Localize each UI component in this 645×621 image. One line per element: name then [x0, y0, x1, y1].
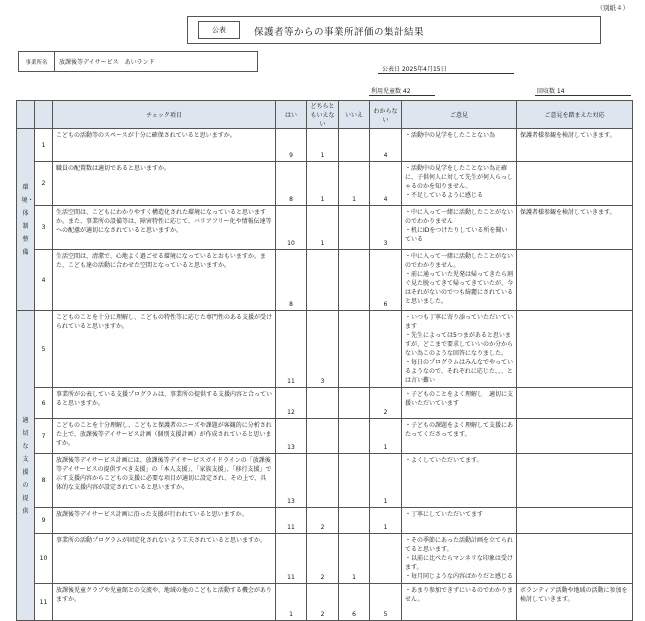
check-item-text: 放課後等デイサービス計画には、放課後等デイサービスガイドラインの「放課後等デイサービスの提供すべき支援」の「本人支援」、「家族支援」、「移行支援」で示す支援内容からこどもの支援に必要な項目が適切に設定され、その上で、具体的な支援内容が設定されていると思いますか。 [56, 457, 272, 491]
count-no: 1 [339, 534, 370, 584]
response-cell [517, 534, 633, 584]
count-no: 1 [339, 162, 370, 206]
opinion-cell [402, 454, 517, 508]
header-response: ご意見を踏まえた対応 [517, 101, 633, 129]
response-cell [517, 454, 633, 508]
opinion-text: ・毎月同じような内容ばかりだと感じる [405, 573, 514, 580]
count-no [339, 129, 370, 162]
opinion-cell [402, 162, 517, 206]
opinion-cell [402, 388, 517, 419]
count-yes: 11 [276, 534, 307, 584]
opinion-text: ・子どもの課題をよく理解して支援にあたってくださってます。 [405, 422, 514, 438]
count-yes: 10 [276, 206, 307, 250]
count-either: 2 [307, 534, 339, 584]
check-item-cell [53, 311, 276, 388]
response-cell [517, 508, 633, 534]
check-item-cell [53, 162, 276, 206]
count-yes: 9 [276, 129, 307, 162]
response-count-underline [535, 95, 631, 96]
table-body [17, 129, 633, 621]
opinion-text: ・活動中の見学をしたことない為 [405, 132, 496, 139]
category-label: 適切な支援の提供 [22, 416, 29, 515]
response-cell [517, 388, 633, 419]
row-number: 11 [35, 584, 53, 621]
row-number: 5 [35, 311, 53, 388]
check-item-cell [53, 129, 276, 162]
opinion-text: ・いつも丁寧に寄り添っていただいています [405, 314, 514, 330]
count-either: 2 [307, 508, 339, 534]
count-unknown: 1 [370, 508, 402, 534]
count-unknown: 1 [370, 454, 402, 508]
public-badge: 公表 [198, 21, 240, 39]
opinion-text: ・丁寧にしていただいてます [405, 511, 484, 518]
check-item-cell [53, 508, 276, 534]
check-item-cell [53, 454, 276, 508]
check-item-text: 生活空間は、清潔で、心地よく過ごせる環境になっているとおもいますか。また、こども達の活動に合わせた空間となっていると思いますか。 [56, 253, 266, 269]
table-row [17, 311, 633, 388]
opinion-text: ・机にIDをつけたりしている所を聞いている [405, 227, 508, 243]
check-item-text: 生活空間は、こどもにわかりやすく構造化された環境になっていると思いますか。また、事業所の設備等は、障害特性に応じて、バリアフリー化や情報伝達等への配慮が適切になされていると思いますか。 [56, 209, 272, 234]
check-item-text: こどものことを十分に理解し、こどもの特性等に応じた専門性のある支援が受けられていると思いますか。 [56, 314, 273, 330]
opinion-text: ・その季節にあった活動計画を立てられてると思います。 [405, 537, 513, 553]
count-unknown: 2 [370, 388, 402, 419]
count-unknown: 6 [370, 250, 402, 311]
row-number: 4 [35, 250, 53, 311]
header-blank-category [17, 101, 35, 129]
opinion-text: ・前に通っていた児発は帰ってきたら割ぐ見た脱ってきて帰ってきていたが、今はそれがないのでつも綺麗にされていると思いました。 [405, 271, 514, 305]
check-item-cell [53, 388, 276, 419]
check-item-cell [53, 250, 276, 311]
header-blank-number [35, 101, 53, 129]
count-yes: 11 [276, 311, 307, 388]
count-yes: 13 [276, 454, 307, 508]
business-name-value: 放課後等デイサービス あいランド [54, 51, 258, 72]
opinion-text: ・子どものことをよく理解し 適切に支援いただいています [405, 391, 514, 407]
opinion-cell [402, 419, 517, 454]
check-item-text: 放課後等デイサービス計画に沿った支援が行われていると思いますか。 [56, 511, 248, 518]
category-support [17, 311, 35, 621]
page-title: 保護者等からの事業所評価の集計結果 [254, 27, 425, 38]
check-item-text: 職員の配置数は適切であると思いますか。 [56, 165, 171, 172]
check-item-cell [53, 419, 276, 454]
opinion-text: ・毎日のプログラムはみんなでやっているようなので、それぞれに応じた、、、とは言い難い [405, 359, 513, 384]
title-box [187, 16, 601, 44]
opinion-cell [402, 129, 517, 162]
count-unknown: 4 [370, 129, 402, 162]
count-either: 1 [307, 162, 339, 206]
opinion-text: ・よくしていただいてます。 [405, 457, 483, 464]
opinion-text: ・以前に比べたらマンネリな印象は受けます。 [405, 555, 513, 571]
business-name-label: 事業所名 [18, 51, 55, 72]
opinion-text: ・不足しているように感じる [405, 192, 484, 199]
count-yes: 11 [276, 508, 307, 534]
opinion-cell [402, 508, 517, 534]
row-number: 3 [35, 206, 53, 250]
publish-date-underline [378, 73, 514, 74]
opinion-cell [402, 584, 517, 621]
count-unknown [370, 534, 402, 584]
table-row [17, 584, 633, 621]
opinion-text: ・先生によっては5つまがあると思いますが、どこまで要求していいのか分からない為このような回答になりました。 [405, 332, 514, 357]
count-unknown: 3 [370, 206, 402, 250]
count-either [307, 419, 339, 454]
count-no [339, 508, 370, 534]
response-cell: 保護者様参観を検討していきます。 [517, 206, 633, 250]
count-no: 6 [339, 584, 370, 621]
table-row [17, 508, 633, 534]
row-number: 2 [35, 162, 53, 206]
count-yes: 13 [276, 419, 307, 454]
check-item-text: 事業所の活動プログラムが固定化されないよう工夫されていると思いますか。 [56, 537, 266, 544]
count-no [339, 419, 370, 454]
count-yes: 8 [276, 162, 307, 206]
check-item-text: 事業所が公表している支援プログラムは、事業所の提供する支援内容と合っていると思いますか。 [56, 391, 272, 407]
table-header-row [17, 101, 633, 129]
opinion-cell [402, 250, 517, 311]
header-opinion: ご意見 [402, 101, 517, 129]
count-no [339, 311, 370, 388]
opinion-text: ・あまり参加できずにいるのでわかりません。 [405, 587, 514, 603]
count-either [307, 388, 339, 419]
check-item-cell [53, 584, 276, 621]
count-either [307, 454, 339, 508]
header-no: いいえ [339, 101, 370, 129]
table-row [17, 206, 633, 250]
table-row [17, 534, 633, 584]
check-item-text: 放課後児童クラブや児童館との交流や、地域の他のこどもと活動する機会がありますか。 [56, 587, 272, 603]
table-row [17, 388, 633, 419]
opinion-cell [402, 534, 517, 584]
children-count: 利用児童数 42 [371, 88, 411, 95]
count-unknown [370, 311, 402, 388]
opinion-cell [402, 206, 517, 250]
response-cell [517, 162, 633, 206]
table-row [17, 454, 633, 508]
header-unknown: わからない [370, 101, 402, 129]
row-number: 8 [35, 454, 53, 508]
count-either: 3 [307, 311, 339, 388]
count-yes: 8 [276, 250, 307, 311]
response-cell [517, 311, 633, 388]
check-item-text: こどものことを十分理解し、こどもと保護者のニーズや課題が客観的に分析された上で、放課後等デイサービス計画（個別支援計画）が作成されていると思いますか。 [56, 422, 272, 447]
response-count: 回収数 14 [537, 88, 565, 95]
opinion-text: ・中に入って一緒に活動したことがないのでわかりません [405, 209, 514, 225]
row-number: 1 [35, 129, 53, 162]
header-yes: はい [276, 101, 307, 129]
count-yes: 12 [276, 388, 307, 419]
row-number: 9 [35, 508, 53, 534]
count-either [307, 250, 339, 311]
response-cell: ボランティア活動や地域の活動に参加を検討していきます。 [517, 584, 633, 621]
evaluation-table [16, 100, 633, 621]
row-number: 7 [35, 419, 53, 454]
check-item-text: こどもの活動等のスペースが十分に確保されていると思いますか。 [56, 132, 236, 139]
children-count-underline [369, 95, 435, 96]
row-number: 10 [35, 534, 53, 584]
opinion-text: ・中に入って一緒に活動したことがないのでわかりません。 [405, 253, 514, 269]
count-no [339, 250, 370, 311]
count-yes: 1 [276, 584, 307, 621]
count-either: 1 [307, 129, 339, 162]
table-row [17, 162, 633, 206]
table-row [17, 419, 633, 454]
count-unknown: 5 [370, 584, 402, 621]
response-cell: 保護者様参観を検討していきます。 [517, 129, 633, 162]
count-unknown: 1 [370, 419, 402, 454]
count-no [339, 206, 370, 250]
table-row [17, 129, 633, 162]
check-item-cell [53, 206, 276, 250]
count-no [339, 454, 370, 508]
category-label: 環境・体制整備 [21, 183, 34, 256]
category-environment [17, 129, 35, 311]
appendix-label: （別紙４） [596, 4, 629, 12]
response-cell [517, 419, 633, 454]
check-item-cell [53, 534, 276, 584]
header-check-item: チェック項目 [53, 101, 276, 129]
response-cell [517, 250, 633, 311]
count-either: 2 [307, 584, 339, 621]
publish-date: 公表日 2025年4月15日 [382, 66, 447, 73]
count-no [339, 388, 370, 419]
count-either: 1 [307, 206, 339, 250]
count-unknown: 4 [370, 162, 402, 206]
row-number: 6 [35, 388, 53, 419]
table-row [17, 250, 633, 311]
opinion-cell [402, 311, 517, 388]
header-either: どちらともいえない [307, 101, 339, 129]
opinion-text: ・活動中の見学をしたことない為正確に、子供何人に対して先生が何人らっしゃるのかを知りません。 [405, 165, 514, 190]
